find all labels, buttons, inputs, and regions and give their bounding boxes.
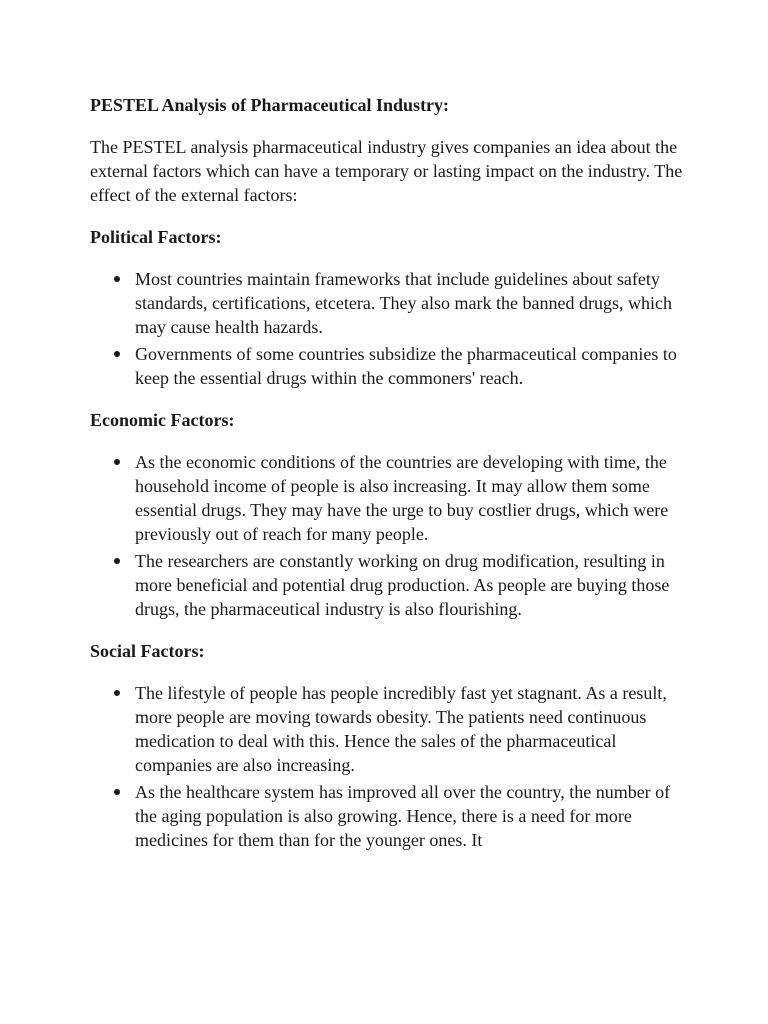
social-factors-list	[90, 681, 690, 852]
list-item-text: As the economic conditions of the countries are developing with time, the household income of people is also increasing. It may allow them some essential drugs. They may have the urge to buy costlier drugs, which were previously out of reach for many people.	[135, 452, 669, 544]
bullet-icon	[114, 558, 120, 564]
list-item	[90, 267, 690, 339]
bullet-icon	[114, 789, 120, 795]
list-item-text: Most countries maintain frameworks that include guidelines about safety standards, certifications, etcetera. They also mark the banned drugs, which may cause health hazards.	[135, 269, 672, 337]
list-item	[90, 342, 690, 390]
list-item-text: The researchers are constantly working on drug modification, resulting in more beneficial and potential drug production. As people are buying those drugs, the pharmaceutical industry is also flourishing.	[135, 551, 670, 619]
economic-factors-list	[90, 450, 690, 621]
list-item-text: As the healthcare system has improved all over the country, the number of the aging population is also growing. Hence, there is a need for more medicines for them than for the younger ones. It	[135, 782, 671, 850]
list-item-text: The lifestyle of people has people incredibly fast yet stagnant. As a result, more people are moving towards obesity. The patients need continuous medication to deal with this. Hence the sales of the pharmaceutical companies are also increasing.	[135, 683, 667, 775]
list-item-text: Governments of some countries subsidize the pharmaceutical companies to keep the essential drugs within the commoners' reach.	[135, 344, 677, 388]
political-factors-heading: Political Factors:	[90, 227, 222, 247]
bullet-icon	[114, 276, 120, 282]
list-item	[90, 450, 690, 546]
bullet-icon	[114, 351, 120, 357]
list-item	[90, 780, 690, 852]
social-factors-heading: Social Factors:	[90, 641, 205, 661]
economic-factors-heading: Economic Factors:	[90, 410, 235, 430]
list-item	[90, 681, 690, 777]
political-factors-list	[90, 267, 690, 390]
intro-paragraph: The PESTEL analysis pharmaceutical industry gives companies an idea about the external factors which can have a temporary or lasting impact on the industry. The effect of the external factors:	[90, 137, 683, 205]
bullet-icon	[114, 690, 120, 696]
bullet-icon	[114, 459, 120, 465]
document-page	[90, 93, 690, 870]
document-title: PESTEL Analysis of Pharmaceutical Industry:	[90, 95, 450, 115]
list-item	[90, 549, 690, 621]
